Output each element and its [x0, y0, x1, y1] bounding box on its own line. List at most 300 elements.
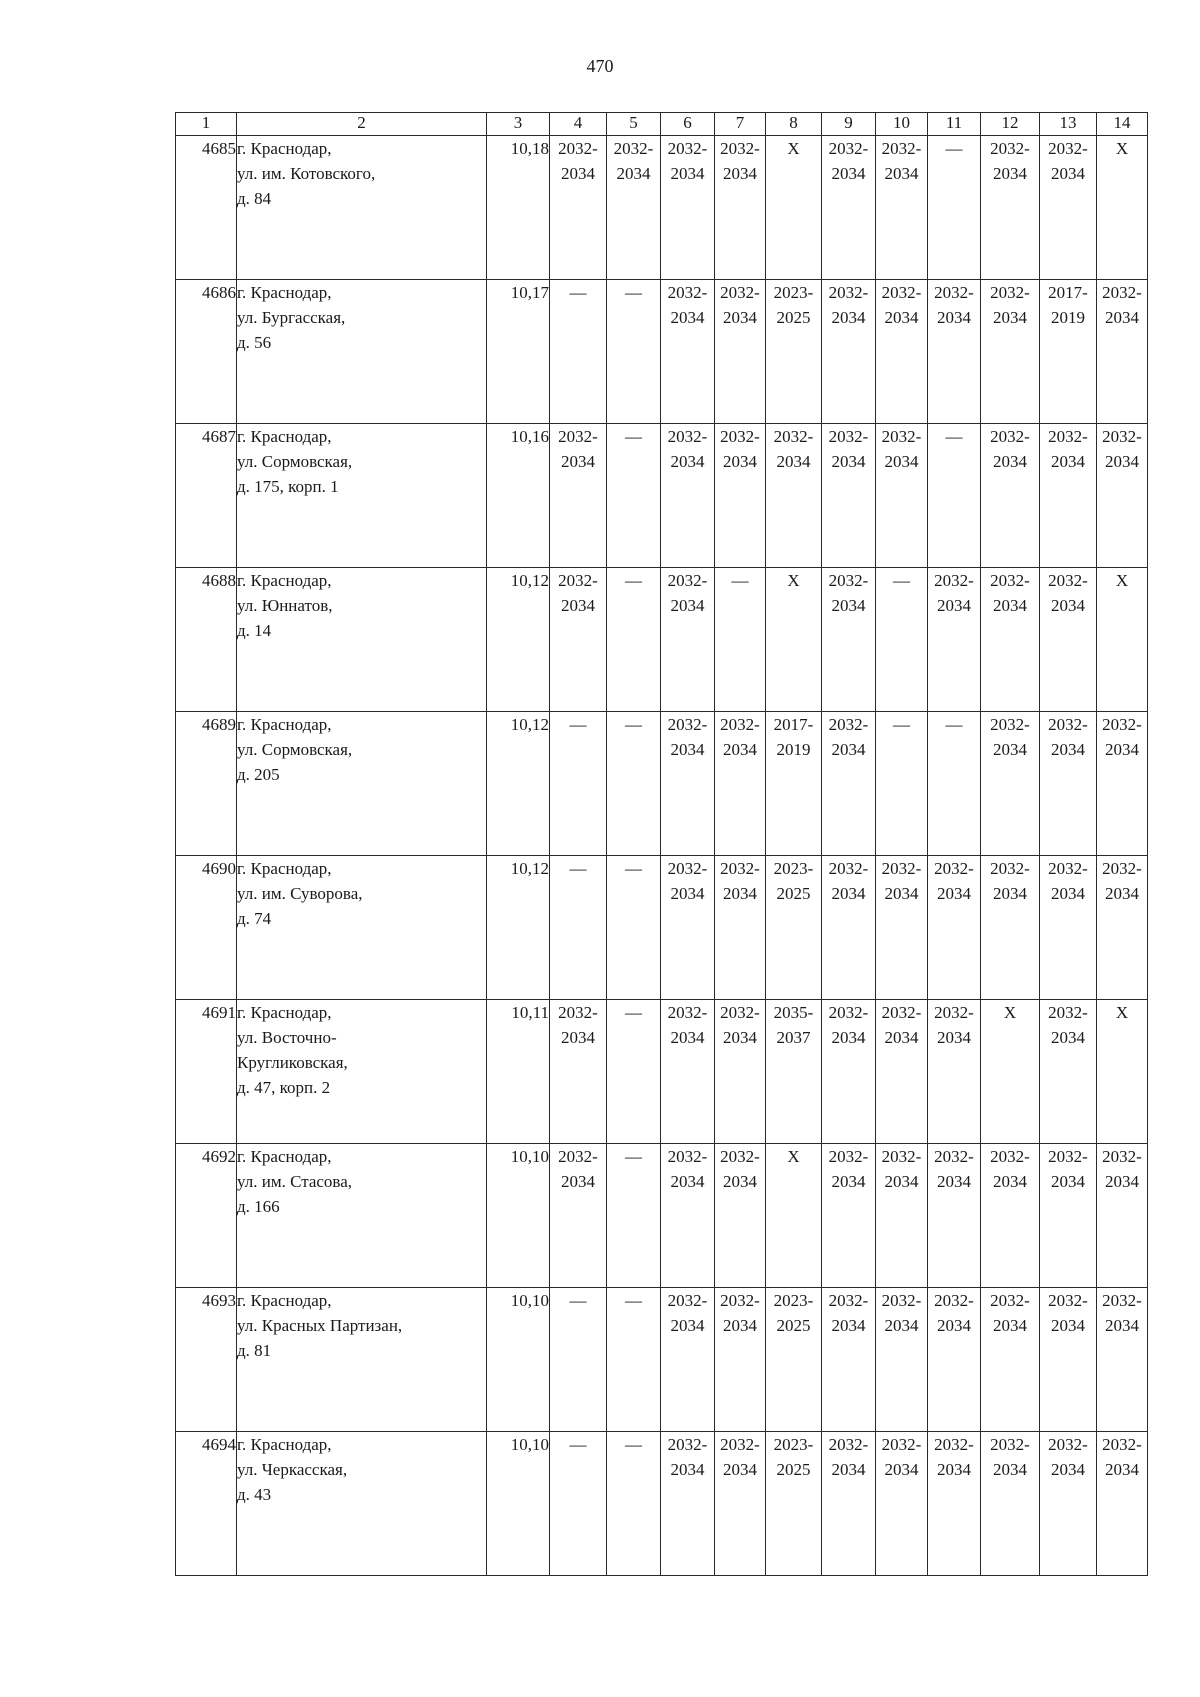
period-text: 2032-: [1102, 1291, 1142, 1310]
address-cell: [237, 424, 487, 568]
period-text: —: [625, 715, 642, 734]
period-cell: [822, 1432, 876, 1576]
period-text: 2032-: [828, 1147, 869, 1166]
period-text: 2034: [831, 1316, 866, 1335]
period-text: 2017-: [773, 715, 814, 734]
period-cell: [550, 1144, 607, 1288]
period-cell: [928, 856, 981, 1000]
period-cell: [661, 856, 715, 1000]
area-cell: 10,12: [487, 568, 550, 712]
period-text: 2032-: [990, 139, 1030, 158]
period-text: 2034: [561, 452, 595, 471]
table-row: [176, 568, 1148, 712]
period-text: 2034: [723, 1460, 757, 1479]
period-text: 2032-: [934, 1435, 974, 1454]
period-cell: [661, 1432, 715, 1576]
period-text: 2032-: [828, 139, 869, 158]
period-text: 2034: [670, 1028, 705, 1047]
period-text: 2034: [831, 740, 866, 759]
period-text: 2034: [831, 1460, 866, 1479]
period-cell: [928, 1288, 981, 1432]
period-text: 2034: [723, 308, 757, 327]
period-text: 2032-: [828, 859, 869, 878]
period-cell: [766, 1288, 822, 1432]
period-text: 2032-: [1102, 715, 1142, 734]
address-line: д. 175, корп. 1: [237, 477, 339, 496]
period-cell: [607, 1000, 661, 1144]
period-cell: [928, 1144, 981, 1288]
period-text: 2019: [1051, 308, 1085, 327]
period-text: 2034: [723, 884, 757, 903]
address-line: г. Краснодар,: [237, 283, 332, 302]
area-cell: 10,12: [487, 856, 550, 1000]
column-header: 11: [928, 113, 981, 136]
period-text: 2032-: [990, 859, 1030, 878]
period-text: 2032-: [1048, 859, 1088, 878]
column-header: 8: [766, 113, 822, 136]
period-cell: [822, 136, 876, 280]
period-text: —: [569, 283, 587, 302]
period-cell: [1040, 424, 1097, 568]
address-line: ул. Бургасская,: [237, 308, 346, 327]
table-row: [176, 1288, 1148, 1432]
period-cell: [1097, 568, 1148, 712]
period-text: 2034: [831, 884, 866, 903]
period-text: 2034: [937, 1316, 971, 1335]
period-cell: [928, 1432, 981, 1576]
period-text: 2032-: [667, 1147, 708, 1166]
period-text: 2034: [831, 1028, 866, 1047]
period-text: 2032-: [720, 427, 760, 446]
period-text: 2032-: [1102, 1435, 1142, 1454]
period-text: 2025: [776, 884, 811, 903]
period-text: 2034: [670, 308, 705, 327]
period-text: 2032-: [667, 715, 708, 734]
address-line: д. 56: [237, 333, 272, 352]
period-text: 2034: [831, 164, 866, 183]
address-line: ул. им. Стасова,: [237, 1172, 353, 1191]
period-text: 2032-: [1048, 571, 1088, 590]
table-row: [176, 424, 1148, 568]
address-cell: [237, 1432, 487, 1576]
period-text: 2032-: [990, 1435, 1030, 1454]
row-number: 4692: [176, 1144, 237, 1288]
period-cell: [766, 280, 822, 424]
period-cell: [981, 136, 1040, 280]
column-header: 13: [1040, 113, 1097, 136]
period-text: —: [945, 715, 963, 734]
column-header: 4: [550, 113, 607, 136]
address-line: Кругликовская,: [237, 1053, 348, 1072]
period-cell: [550, 424, 607, 568]
period-text: 2034: [993, 884, 1027, 903]
period-text: 2032-: [934, 283, 974, 302]
period-text: 2017-: [1048, 283, 1088, 302]
period-text: 2032-: [558, 1147, 598, 1166]
period-text: 2032-: [881, 1003, 922, 1022]
period-text: 2034: [670, 164, 705, 183]
table-row: [176, 1000, 1148, 1144]
period-cell: [607, 1144, 661, 1288]
period-cell: [1040, 1144, 1097, 1288]
period-text: 2032-: [1102, 283, 1142, 302]
period-text: 2032-: [881, 859, 922, 878]
period-text: 2034: [937, 884, 971, 903]
period-text: 2032-: [881, 427, 922, 446]
address-line: г. Краснодар,: [237, 427, 332, 446]
period-text: 2032-: [934, 571, 974, 590]
period-text: —: [625, 1435, 642, 1454]
page-number: 470: [586, 56, 614, 76]
period-text: 2034: [616, 164, 651, 183]
column-header: 6: [661, 113, 715, 136]
period-cell: [1040, 136, 1097, 280]
table-row: [176, 712, 1148, 856]
period-text: 2034: [993, 740, 1027, 759]
period-cell: [981, 712, 1040, 856]
period-cell: [715, 1144, 766, 1288]
period-text: —: [569, 1291, 587, 1310]
period-cell: [607, 1432, 661, 1576]
period-cell: [550, 1288, 607, 1432]
period-cell: [1097, 856, 1148, 1000]
period-text: 2034: [670, 1316, 705, 1335]
period-cell: [822, 1288, 876, 1432]
period-text: —: [945, 139, 963, 158]
period-cell: [550, 1432, 607, 1576]
period-text: 2034: [1051, 1028, 1085, 1047]
period-text: 2034: [1051, 164, 1085, 183]
address-cell: [237, 1000, 487, 1144]
address-line: ул. Восточно-: [237, 1028, 337, 1047]
period-text: 2034: [884, 1460, 919, 1479]
period-text: X: [787, 139, 800, 158]
period-text: 2032-: [990, 571, 1030, 590]
period-text: —: [625, 1291, 642, 1310]
period-text: 2032-: [667, 1291, 708, 1310]
period-cell: [766, 856, 822, 1000]
area-cell: 10,10: [487, 1432, 550, 1576]
period-cell: [715, 136, 766, 280]
period-cell: [876, 280, 928, 424]
period-cell: [876, 424, 928, 568]
column-header: 10: [876, 113, 928, 136]
period-text: 2032-: [667, 1003, 708, 1022]
period-text: 2034: [831, 452, 866, 471]
period-text: —: [893, 715, 910, 734]
period-text: 2034: [670, 1460, 705, 1479]
row-number: 4686: [176, 280, 237, 424]
address-line: г. Краснодар,: [237, 571, 332, 590]
period-text: 2034: [937, 308, 971, 327]
period-cell: [715, 1288, 766, 1432]
period-text: 2032-: [1102, 427, 1142, 446]
period-cell: [981, 1144, 1040, 1288]
period-cell: [1040, 280, 1097, 424]
period-text: 2034: [884, 884, 919, 903]
period-text: 2034: [993, 1316, 1027, 1335]
period-cell: [766, 136, 822, 280]
period-text: 2032-: [667, 1435, 708, 1454]
period-text: 2034: [561, 596, 595, 615]
period-text: X: [1115, 571, 1129, 590]
area-cell: 10,18: [487, 136, 550, 280]
period-text: 2032-: [934, 1291, 974, 1310]
address-line: ул. Черкасская,: [237, 1460, 348, 1479]
address-line: г. Краснодар,: [237, 1291, 332, 1310]
period-cell: [876, 1288, 928, 1432]
period-text: 2032-: [1048, 1435, 1088, 1454]
period-cell: [715, 280, 766, 424]
period-text: 2032-: [558, 139, 598, 158]
period-text: X: [1115, 139, 1129, 158]
period-text: 2034: [670, 884, 705, 903]
column-number-row: [176, 113, 1148, 136]
period-text: 2032-: [828, 283, 869, 302]
period-text: 2032-: [558, 1003, 598, 1022]
period-cell: [550, 568, 607, 712]
period-text: 2032-: [828, 1291, 869, 1310]
period-cell: [1097, 712, 1148, 856]
period-cell: [928, 280, 981, 424]
period-cell: [661, 568, 715, 712]
period-text: 2032-: [934, 1147, 974, 1166]
period-cell: [822, 712, 876, 856]
period-cell: [715, 1432, 766, 1576]
period-text: 2023-: [773, 1291, 814, 1310]
period-text: 2034: [1051, 884, 1085, 903]
period-text: —: [945, 427, 963, 446]
address-line: г. Краснодар,: [237, 859, 332, 878]
period-text: 2023-: [773, 283, 814, 302]
area-cell: 10,12: [487, 712, 550, 856]
period-cell: [928, 1000, 981, 1144]
period-text: 2023-: [773, 859, 814, 878]
period-text: 2035-: [773, 1003, 814, 1022]
period-cell: [661, 280, 715, 424]
period-text: 2032-: [720, 715, 760, 734]
period-text: 2032-: [720, 1003, 760, 1022]
period-text: 2032-: [990, 715, 1030, 734]
period-text: 2034: [993, 1460, 1027, 1479]
period-text: 2032-: [1048, 715, 1088, 734]
period-text: 2034: [1105, 1316, 1139, 1335]
period-text: 2034: [723, 164, 757, 183]
period-text: —: [569, 715, 587, 734]
period-cell: [715, 856, 766, 1000]
period-text: 2034: [831, 596, 866, 615]
period-text: 2032-: [1048, 1147, 1088, 1166]
period-text: 2032-: [720, 859, 760, 878]
column-header: 1: [176, 113, 237, 136]
address-cell: [237, 1288, 487, 1432]
area-cell: 10,17: [487, 280, 550, 424]
period-cell: [607, 280, 661, 424]
period-cell: [981, 1432, 1040, 1576]
period-text: 2032-: [881, 283, 922, 302]
period-text: 2034: [831, 308, 866, 327]
period-text: 2023-: [773, 1435, 814, 1454]
period-cell: [928, 136, 981, 280]
row-number: 4694: [176, 1432, 237, 1576]
period-cell: [1040, 856, 1097, 1000]
area-cell: 10,11: [487, 1000, 550, 1144]
address-cell: [237, 712, 487, 856]
period-text: 2032-: [720, 283, 760, 302]
period-text: 2034: [723, 740, 757, 759]
period-cell: [550, 856, 607, 1000]
period-text: 2032-: [720, 1147, 760, 1166]
row-number: 4691: [176, 1000, 237, 1144]
period-text: 2019: [776, 740, 811, 759]
period-text: 2032-: [990, 283, 1030, 302]
row-number: 4693: [176, 1288, 237, 1432]
period-cell: [715, 568, 766, 712]
period-cell: [1097, 1288, 1148, 1432]
period-text: 2025: [776, 308, 811, 327]
period-text: 2032-: [881, 1147, 922, 1166]
period-cell: [876, 712, 928, 856]
period-text: 2034: [723, 1316, 757, 1335]
period-text: 2034: [670, 452, 705, 471]
period-cell: [981, 1288, 1040, 1432]
period-cell: [1097, 136, 1148, 280]
table-row: [176, 280, 1148, 424]
period-cell: [1040, 1288, 1097, 1432]
address-line: ул. им. Котовского,: [237, 164, 376, 183]
period-text: 2034: [1051, 1316, 1085, 1335]
period-cell: [661, 1144, 715, 1288]
period-text: 2034: [993, 164, 1027, 183]
period-text: X: [787, 571, 800, 590]
period-cell: [550, 1000, 607, 1144]
period-cell: [607, 856, 661, 1000]
period-cell: [876, 1000, 928, 1144]
period-text: —: [625, 859, 642, 878]
period-text: —: [625, 1147, 642, 1166]
period-text: 2034: [1105, 1172, 1139, 1191]
period-text: —: [625, 571, 642, 590]
column-header: 5: [607, 113, 661, 136]
period-text: —: [893, 571, 910, 590]
period-cell: [715, 424, 766, 568]
period-text: 2032-: [558, 571, 598, 590]
period-cell: [822, 568, 876, 712]
row-number: 4689: [176, 712, 237, 856]
period-text: —: [569, 1435, 587, 1454]
address-line: д. 205: [237, 765, 280, 784]
period-cell: [661, 424, 715, 568]
period-text: 2034: [670, 1172, 705, 1191]
period-cell: [1097, 1144, 1148, 1288]
period-text: 2034: [993, 596, 1027, 615]
period-cell: [981, 280, 1040, 424]
period-cell: [981, 856, 1040, 1000]
period-text: 2034: [884, 164, 919, 183]
period-text: 2032-: [828, 571, 869, 590]
period-text: 2032-: [667, 283, 708, 302]
period-text: 2034: [723, 452, 757, 471]
period-text: 2032-: [1048, 139, 1088, 158]
period-cell: [607, 424, 661, 568]
row-number: 4688: [176, 568, 237, 712]
address-line: ул. им. Суворова,: [237, 884, 363, 903]
period-cell: [822, 424, 876, 568]
period-text: 2034: [993, 452, 1027, 471]
period-text: 2032-: [720, 1435, 760, 1454]
period-text: 2034: [884, 1316, 919, 1335]
address-line: ул. Сормовская,: [237, 452, 353, 471]
period-text: 2034: [1051, 740, 1085, 759]
address-line: г. Краснодар,: [237, 1435, 332, 1454]
period-text: 2032-: [667, 427, 708, 446]
address-line: д. 166: [237, 1197, 280, 1216]
address-line: ул. Юннатов,: [237, 596, 333, 615]
period-text: —: [569, 859, 587, 878]
column-header: 12: [981, 113, 1040, 136]
address-cell: [237, 856, 487, 1000]
period-cell: [876, 1432, 928, 1576]
period-text: 2034: [884, 308, 919, 327]
period-text: 2032-: [990, 427, 1030, 446]
period-cell: [1097, 1000, 1148, 1144]
period-text: X: [1115, 1003, 1129, 1022]
period-cell: [715, 1000, 766, 1144]
period-cell: [661, 136, 715, 280]
period-text: 2032-: [667, 571, 708, 590]
row-number: 4687: [176, 424, 237, 568]
period-text: X: [787, 1147, 800, 1166]
address-line: г. Краснодар,: [237, 1003, 332, 1022]
address-line: д. 14: [237, 621, 272, 640]
table-row: [176, 1432, 1148, 1576]
area-cell: 10,10: [487, 1144, 550, 1288]
period-cell: [715, 712, 766, 856]
period-text: 2032-: [828, 1435, 869, 1454]
period-cell: [550, 136, 607, 280]
period-text: 2032-: [667, 139, 708, 158]
address-line: ул. Красных Партизан,: [237, 1316, 403, 1335]
period-cell: [661, 1000, 715, 1144]
period-text: 2032-: [881, 1435, 922, 1454]
period-text: 2032-: [990, 1291, 1030, 1310]
period-cell: [766, 568, 822, 712]
period-cell: [766, 1000, 822, 1144]
period-cell: [928, 424, 981, 568]
period-text: 2034: [561, 164, 595, 183]
period-cell: [876, 1144, 928, 1288]
period-text: 2032-: [881, 139, 922, 158]
table-body: [176, 136, 1148, 1576]
column-header: 7: [715, 113, 766, 136]
row-number: 4690: [176, 856, 237, 1000]
period-cell: [1040, 1432, 1097, 1576]
table-row: [176, 136, 1148, 280]
address-line: г. Краснодар,: [237, 1147, 332, 1166]
period-cell: [661, 1288, 715, 1432]
address-line: д. 84: [237, 189, 272, 208]
period-text: 2032-: [1048, 1003, 1088, 1022]
column-header: 2: [237, 113, 487, 136]
period-text: 2034: [723, 1172, 757, 1191]
period-text: 2034: [884, 1028, 919, 1047]
period-text: 2032-: [720, 1291, 760, 1310]
period-text: 2032-: [720, 139, 760, 158]
period-text: 2025: [776, 1316, 811, 1335]
period-text: 2034: [1051, 596, 1085, 615]
period-text: 2034: [937, 1172, 971, 1191]
period-text: 2032-: [1102, 859, 1142, 878]
